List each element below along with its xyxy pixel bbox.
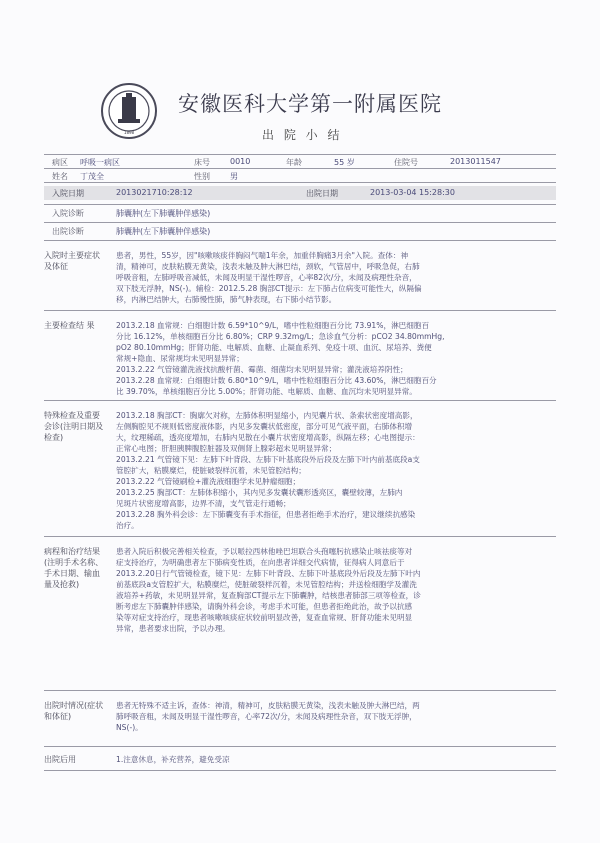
text-line: 2013.2.22 气管镜灌洗液找抗酸杆菌、霉菌、细菌均未见明显异常；灌洗液培养阴性； (116, 365, 408, 374)
text-line: 治疗。 (116, 521, 139, 530)
divider (44, 746, 556, 747)
text-line: 肺呼吸音粗，未闻及明显干湿性啰音，心率72次/分，未闻及病理性杂音，双下肢无浮肿， (116, 712, 417, 721)
text-line: 2013.2.18 血常规：白细胞计数 6.59*10^9/L，嗜中性粒细胞百分比 73.91%，淋巴细胞百 (116, 321, 430, 330)
text-line: 比 39.70%，单核细胞百分比 5.00%；肝肾功能、电解质、血糖、血沉均未见明显异常。 (116, 387, 417, 396)
svg-text:1898: 1898 (123, 130, 135, 135)
discharge-date-value: 2013-03-04 15:28:30 (370, 188, 455, 197)
admission-number-label: 住院号 (394, 158, 418, 167)
text-line: 分比 16.12%，单核细胞百分比 6.80%；CRP 9.32mg/L；急诊血气分析：pCO2 34.80mmHg, (116, 332, 445, 341)
age-label: 年龄 (286, 158, 302, 167)
divider (44, 536, 556, 537)
text-line: pO2 80.10mmHg；肝肾功能、电解质、血糖、止凝血系列、免疫十项、血沉、尿培养、粪便 (116, 343, 432, 352)
text-line: 清，精神可，皮肤粘膜无黄染，浅表未触及肿大淋巴结，颈软，气管居中，呼吸急促，右肺 (116, 262, 420, 271)
text-line: 2013.2.28 胸外科会诊：左下肺囊变有手术指征，但患者拒绝手术治疗，建议继续抗感染 (116, 510, 416, 519)
divider (44, 240, 556, 241)
text-line: 大，纹理稀疏，透亮度增加，右肺内见散在小囊片状密度增高影，纵隔左移；心电图提示： (116, 433, 420, 442)
divider (44, 690, 556, 691)
text-line: 患者无特殊不适主诉，查体：神清，精神可，皮肤粘膜无黄染，浅表未触及肿大淋巴结，两 (116, 701, 420, 710)
treatment-course-text (116, 546, 554, 634)
special-exams-text (116, 410, 554, 531)
text-line: 2013.2.25 胸部CT：左肺体积缩小，其内见多发囊状囊形透亮区，囊壁较薄，左肺内 (116, 488, 403, 497)
admit-date-value: 2013021710:28:12 (116, 188, 193, 197)
discharge-advice-text (116, 754, 554, 765)
divider (44, 204, 556, 205)
text-line: 患者，男性，55岁，因"咳嗽咳痰伴胸闷气喘1年余，加重伴胸痛3月余"入院。查体：神 (116, 251, 409, 260)
admit-diagnosis-label: 入院诊断 (52, 209, 84, 218)
divider (44, 310, 556, 311)
text-line: 左侧胸腔见不规则低密度液体影，内见多发囊状低密度，部分可见气液平面，右肺体积增 (116, 422, 413, 431)
admission-symptoms-label: 入院时主要症状及体征 (44, 251, 100, 271)
text-line: 见斑片状密度增高影，边界不清，支气管走行通畅； (116, 499, 291, 508)
discharge-advice-label: 出院后用 (44, 755, 76, 764)
document-title: 出 院 小 结 (262, 128, 343, 142)
bed-label: 床号 (194, 158, 210, 167)
age-value: 55 岁 (334, 158, 355, 167)
divider (44, 154, 556, 155)
text-line: 1.注意休息，补充营养，避免受凉 (116, 755, 230, 764)
divider (44, 222, 556, 223)
text-line: 断考虑左下肺囊肿伴感染，请胸外科会诊，考虑手术可能，但患者拒绝此治，故予以抗感 (116, 602, 413, 611)
text-line: 常规+隐血、尿常规均未见明显异常； (116, 354, 244, 363)
ward-value: 呼吸一病区 (80, 158, 120, 167)
text-line: NS(-)。 (116, 723, 143, 732)
discharge-diagnosis-value: 肺囊肿(左下肺囊肿伴感染) (116, 227, 211, 236)
admission-symptoms-text (116, 250, 554, 305)
divider (44, 770, 556, 771)
text-line: 呼吸音粗，左肺呼吸音减低，未闻及明显干湿性啰音，心率82次/分，未闻及病理性杂音， (116, 273, 417, 282)
text-line: 异常，患者要求出院，予以办理。 (116, 624, 230, 633)
text-line: 2013.2.28 血常规：白细胞计数 6.80*10^9/L，嗜中性粒细胞百分比 43.60%，淋巴细胞百分 (116, 376, 437, 385)
exam-results-text (116, 320, 554, 397)
admission-number-value: 2013011547 (450, 157, 501, 166)
text-line: 染等对症支持治疗，现患者咳嗽咳痰症状较前明显改善，复查血常规、肝肾功能未见明显 (116, 613, 413, 622)
text-line: 前基底段a支管腔扩大，粘膜糜烂，使脏破裂样沉着，未见管腔结构；并送检细胞学及灌洗 (116, 580, 417, 589)
text-line: 患者入院后积极完善相关检查，予以哌拉西林他唑巴坦联合头孢噻肟抗感染止咳祛痰等对 (116, 547, 413, 556)
text-line: 症支持治疗，为明确患者左下肺病变性质，在向患者详细交代病情，征得病人同意后于 (116, 558, 405, 567)
text-line: 2013.2.20日行气管镜检查，镜下见：左肺下叶背段、左肺下叶基底段外后段及左肺下叶内 (116, 569, 421, 578)
text-line: 液培养+药敏，未见明显异常，复查胸部CT提示左下肺囊肿，结核患者肺部三项等检查，诊 (116, 591, 421, 600)
admit-date-label: 入院日期 (52, 189, 84, 198)
name-value: 丁茂全 (80, 172, 104, 181)
admit-diagnosis-value: 肺囊肿(左下肺囊肿伴感染) (116, 209, 211, 218)
bed-value: 0010 (230, 157, 251, 166)
hospital-name: 安徽医科大学第一附属医院 (178, 92, 442, 116)
text-line: 双下肢无浮肿，NS(-)。辅检：2012.5.28 胸部CT提示：左下肺占位病变可能性大，纵隔偏 (116, 284, 422, 293)
discharge-condition-text (116, 700, 554, 733)
text-line: 移，内淋巴结肿大，右肺慢性肺，肺气肿表现，右下肺小结节影。 (116, 295, 337, 304)
text-line: 2013.2.22 气管镜刷检+灌洗液细胞学未见肿瘤细胞； (116, 477, 301, 486)
ward-label: 病区 (52, 158, 68, 167)
text-line: 管腔扩大，粘膜糜烂，使脏破裂样沉着，未见管腔结构； (116, 466, 306, 475)
sex-label: 性别 (194, 172, 210, 181)
divider (44, 182, 556, 183)
text-line: 2013.2.18 胸部CT：胸廓欠对称，左肺体积明显缩小，内见囊片状、条索状密度增高影， (116, 411, 418, 420)
divider (44, 400, 556, 401)
name-label: 姓名 (52, 172, 68, 181)
discharge-date-label: 出院日期 (306, 189, 338, 198)
sex-value: 男 (230, 172, 238, 181)
hospital-emblem-icon (100, 82, 158, 140)
admit-diagnosis-row (44, 208, 556, 220)
text-line: 正常心电图；肝胆胰脾腹腔脏器及双侧肾上腺彩超未见明显异常； (116, 444, 337, 453)
exam-results-label: 主要检查结 果 (44, 321, 95, 330)
treatment-course-label: 病程和治疗结果(注明手术名称、手术日期、输血量及抢救) (44, 547, 104, 589)
discharge-condition-label: 出院时情况(症状和体征) (44, 701, 104, 721)
special-exams-label: 特殊检查及重要会诊(注明日期及检查) (44, 411, 104, 442)
discharge-diagnosis-label: 出院诊断 (52, 227, 84, 236)
text-line: 2013.2.21 气管镜下见：左肺下叶背段、左肺下叶基底段外后段及左肺下叶内前基底段a支 (116, 455, 420, 464)
divider (44, 168, 556, 169)
discharge-diagnosis-row (44, 226, 556, 238)
dates-row (44, 186, 556, 200)
